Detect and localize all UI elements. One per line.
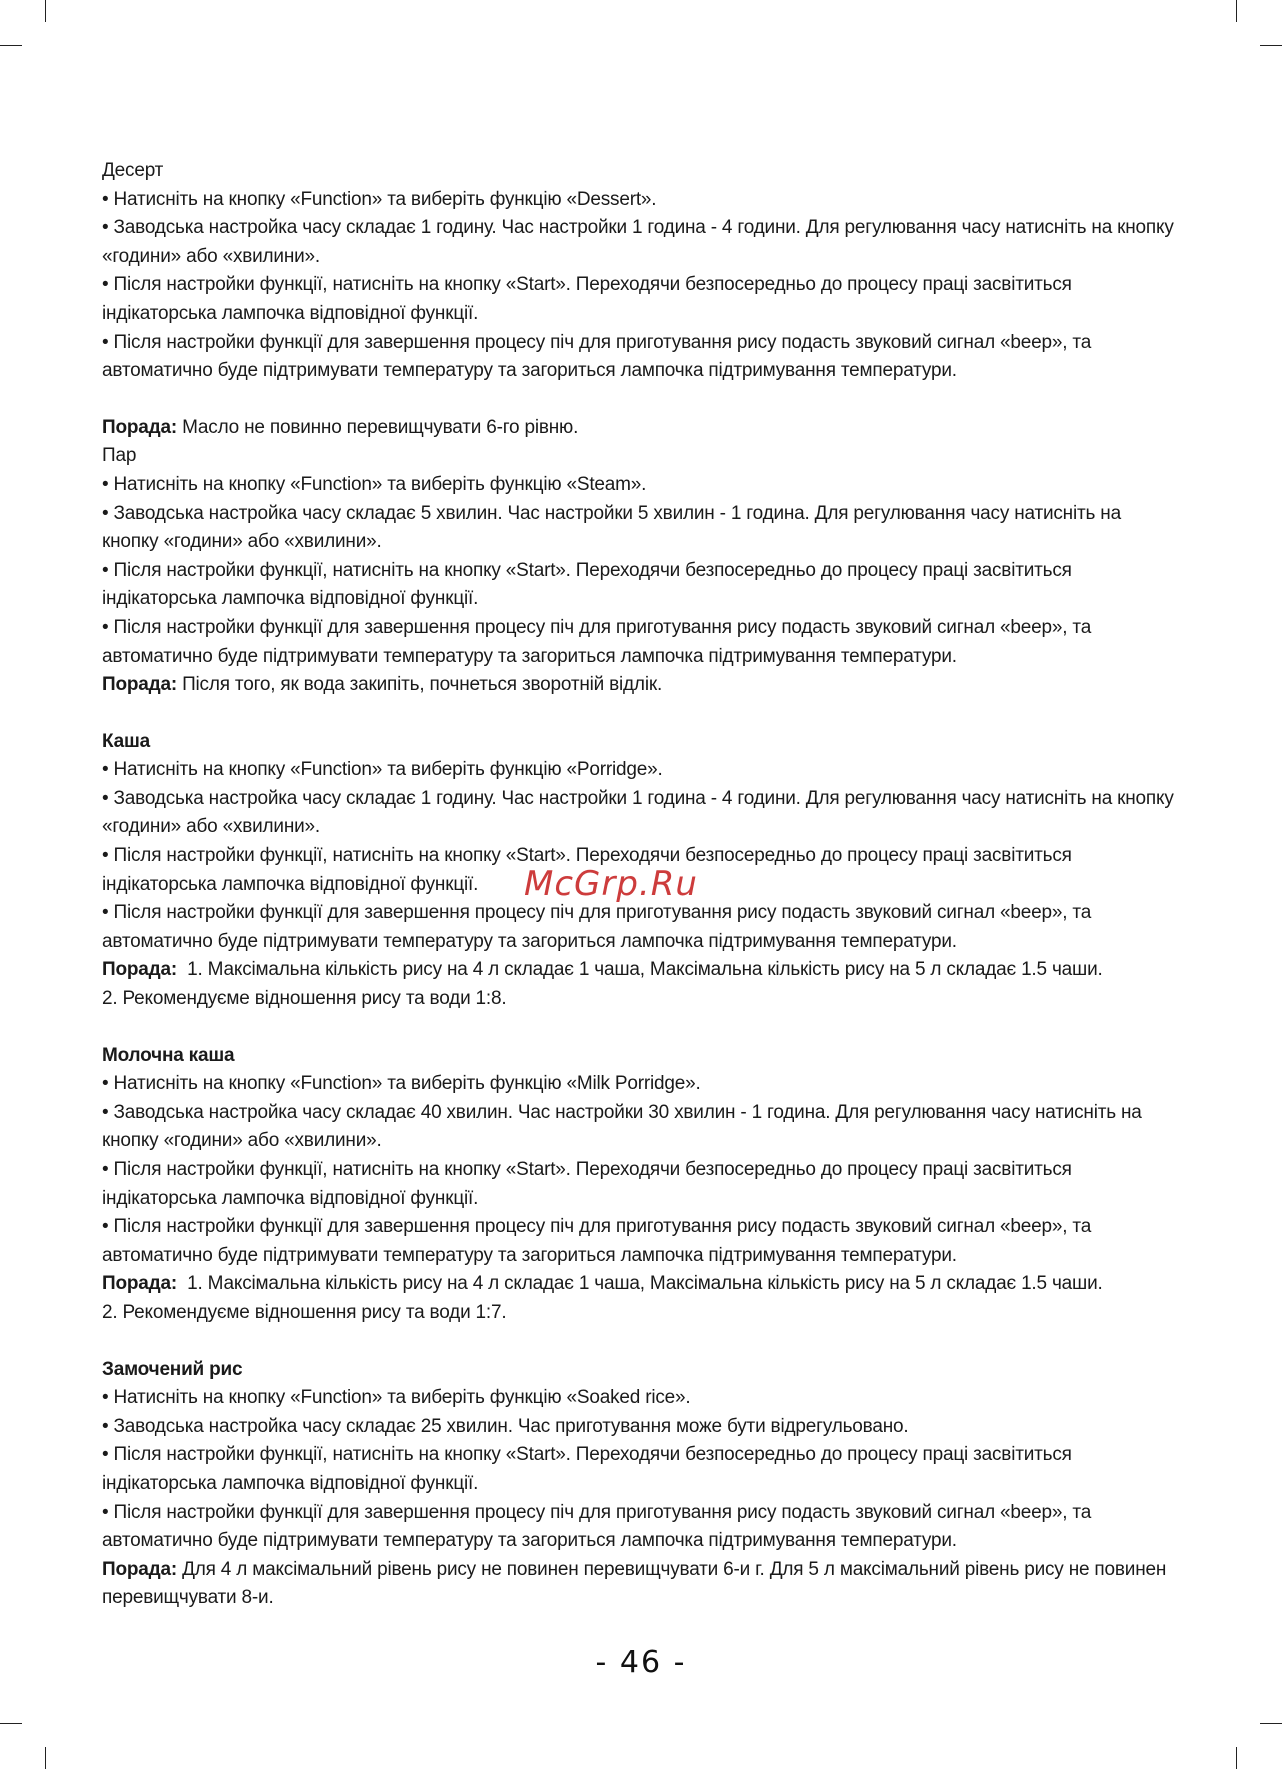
instruction-line	[102, 1156, 1182, 1213]
instruction-line	[102, 1441, 1182, 1498]
tip-label: Порада:	[102, 1273, 177, 1295]
instruction-line	[102, 1413, 1182, 1442]
instruction-line	[102, 785, 1182, 842]
line-text: Після того, як вода закипіть, почнеться зворотній відлік.	[177, 674, 663, 696]
line-text: • Заводська настройка часу складає 25 хвилин. Час приготування може бути відрегульовано.	[102, 1415, 909, 1437]
instruction-line	[102, 271, 1182, 328]
instruction-line	[102, 500, 1182, 557]
line-text: • Натисніть на кнопку «Function» та виберіть функцію «Steam».	[102, 473, 647, 495]
section	[102, 1042, 1182, 1328]
line-text: 1. Максімальна кількість рису на 4 л складає 1 чаша, Максімальна кількість рису на 5 л складає 1.5 чаши.	[177, 959, 1103, 981]
section	[102, 1356, 1182, 1613]
tip-line	[102, 414, 1182, 443]
instruction-line	[102, 186, 1182, 215]
instruction-line	[102, 214, 1182, 271]
line-text: • Після настройки функції, натисніть на кнопку «Start». Переходячи безпосередньо до процесу праці засвітиться індікаторська лампочка відповідної функції.	[102, 1444, 1077, 1494]
line-text: • Після настройки функції, натисніть на кнопку «Start». Переходячи безпосередньо до процесу праці засвітиться індікаторська лампочка відповідної функції.	[102, 274, 1077, 324]
line-text: Для 4 л максімальний рівень рису не повинен перевищчувати 6-и г. Для 5 л максімальний рівень рису не повинен перевищчувати 8-и.	[102, 1558, 1172, 1609]
line-text: • Після настройки функції, натисніть на кнопку «Start». Переходячи безпосередньо до процесу праці засвітиться індікаторська лампочка відповідної функції.	[102, 559, 1077, 610]
tip-label: Порада:	[102, 959, 177, 981]
crop-mark	[1260, 45, 1282, 46]
line-text: • Після настройки функції, натисніть на кнопку «Start». Переходячи безпосередньо до процесу праці засвітиться індікаторська лампочка відповідної функції.	[102, 1159, 1077, 1209]
line-text: • Заводська настройка часу складає 40 хвилин. Час настройки 30 хвилин - 1 година. Для регулювання часу натисніть на кнопку «години» або «хвилини».	[102, 1101, 1147, 1152]
line-text: • Після настройки функції для завершення процесу піч для приготування рису подасть звуковий сигнал «beep», та автоматично буде підтримувати температуру та загориться лампочка підтримування температури.	[102, 1216, 1097, 1266]
instruction-line	[102, 1070, 1182, 1099]
line-text: Масло не повинно перевищчувати 6-го рівню.	[177, 416, 579, 438]
tip-line	[102, 1270, 1182, 1299]
crop-mark	[0, 1723, 22, 1724]
section	[102, 414, 1182, 443]
crop-mark	[1236, 0, 1237, 22]
instruction-line	[102, 1499, 1182, 1556]
section	[102, 442, 1182, 699]
line-text: • Після настройки функції для завершення процесу піч для приготування рису подасть звуковий сигнал «beep», та автоматично буде підтримувати температуру та загориться лампочка підтримування температури.	[102, 1501, 1097, 1552]
section-title: Молочна каша	[102, 1044, 235, 1066]
tip-label: Порада:	[102, 1558, 177, 1580]
line-text: • Після настройки функції для завершення процесу піч для приготування рису подасть звуковий сигнал «beep», та автоматично буде підтримувати температуру та загориться лампочка підтримування температури.	[102, 902, 1097, 952]
line-text: • Натисніть на кнопку «Function» та виберіть функцію «Soaked rice».	[102, 1387, 691, 1409]
instruction-line	[102, 985, 1182, 1014]
section	[102, 157, 1182, 386]
instruction-line	[102, 614, 1182, 671]
crop-mark	[45, 1747, 46, 1769]
crop-mark	[1260, 1723, 1282, 1724]
instruction-line	[102, 471, 1182, 500]
instruction-line	[102, 329, 1182, 386]
line-text: • Натисніть на кнопку «Function» та виберіть функцію «Porridge».	[102, 759, 663, 781]
line-text: 1. Максімальна кількість рису на 4 л складає 1 чаша, Максімальна кількість рису на 5 л складає 1.5 чаши.	[177, 1273, 1103, 1295]
section-title: Каша	[102, 730, 150, 752]
crop-mark	[1236, 1747, 1237, 1769]
line-text: • Після настройки функції для завершення процесу піч для приготування рису подасть звуковий сигнал «beep», та автоматично буде підтримувати температуру та загориться лампочка підтримування температури.	[102, 616, 1097, 667]
instruction-line	[102, 1384, 1182, 1413]
tip-line	[102, 1556, 1182, 1613]
page-number: - 46 -	[595, 1645, 687, 1680]
line-text: • Заводська настройка часу складає 5 хвилин. Час настройки 5 хвилин - 1 година. Для регулювання часу натисніть на кнопку «години» або «хвилини».	[102, 502, 1127, 553]
section-title: Замочений рис	[102, 1358, 243, 1380]
section-title: Десерт	[102, 160, 164, 181]
instruction-line	[102, 1213, 1182, 1270]
instruction-line	[102, 1099, 1182, 1156]
crop-mark	[0, 45, 22, 46]
tip-line	[102, 671, 1182, 700]
instruction-line	[102, 756, 1182, 785]
instruction-line	[102, 1299, 1182, 1328]
line-text: • Натисніть на кнопку «Function» та виберіть функцію «Dessert».	[102, 188, 657, 210]
tip-label: Порада:	[102, 674, 177, 696]
line-text: • Натисніть на кнопку «Function» та виберіть функцію «Milk Porridge».	[102, 1073, 701, 1095]
section-title: Пар	[102, 445, 137, 467]
tip-label: Порада:	[102, 416, 177, 438]
watermark: McGrp.Ru	[524, 864, 698, 904]
line-text: • Після настройки функції для завершення процесу піч для приготування рису подасть звуковий сигнал «beep», та автоматично буде підтримувати температуру та загориться лампочка підтримування температури.	[102, 331, 1097, 382]
crop-mark	[45, 0, 46, 22]
line-text: • Після настройки функції, натисніть на кнопку «Start». Переходячи безпосередньо до процесу праці засвітиться індікаторська лампочка відповідної функції.	[102, 845, 1077, 895]
line-text: • Заводська настройка часу складає 1 годину. Час настройки 1 година - 4 години. Для регулювання часу натисніть на кнопку «години» або «хвилини».	[102, 217, 1179, 267]
line-text: • Заводська настройка часу складає 1 годину. Час настройки 1 година - 4 години. Для регулювання часу натисніть на кнопку «години» або «хвилини».	[102, 787, 1179, 838]
line-text: 2. Рекомендуєме відношення рису та води 1:7.	[102, 1301, 507, 1323]
tip-line	[102, 956, 1182, 985]
instruction-line	[102, 557, 1182, 614]
instruction-line	[102, 899, 1182, 956]
line-text: 2. Рекомендуєме відношення рису та води 1:8.	[102, 988, 507, 1010]
